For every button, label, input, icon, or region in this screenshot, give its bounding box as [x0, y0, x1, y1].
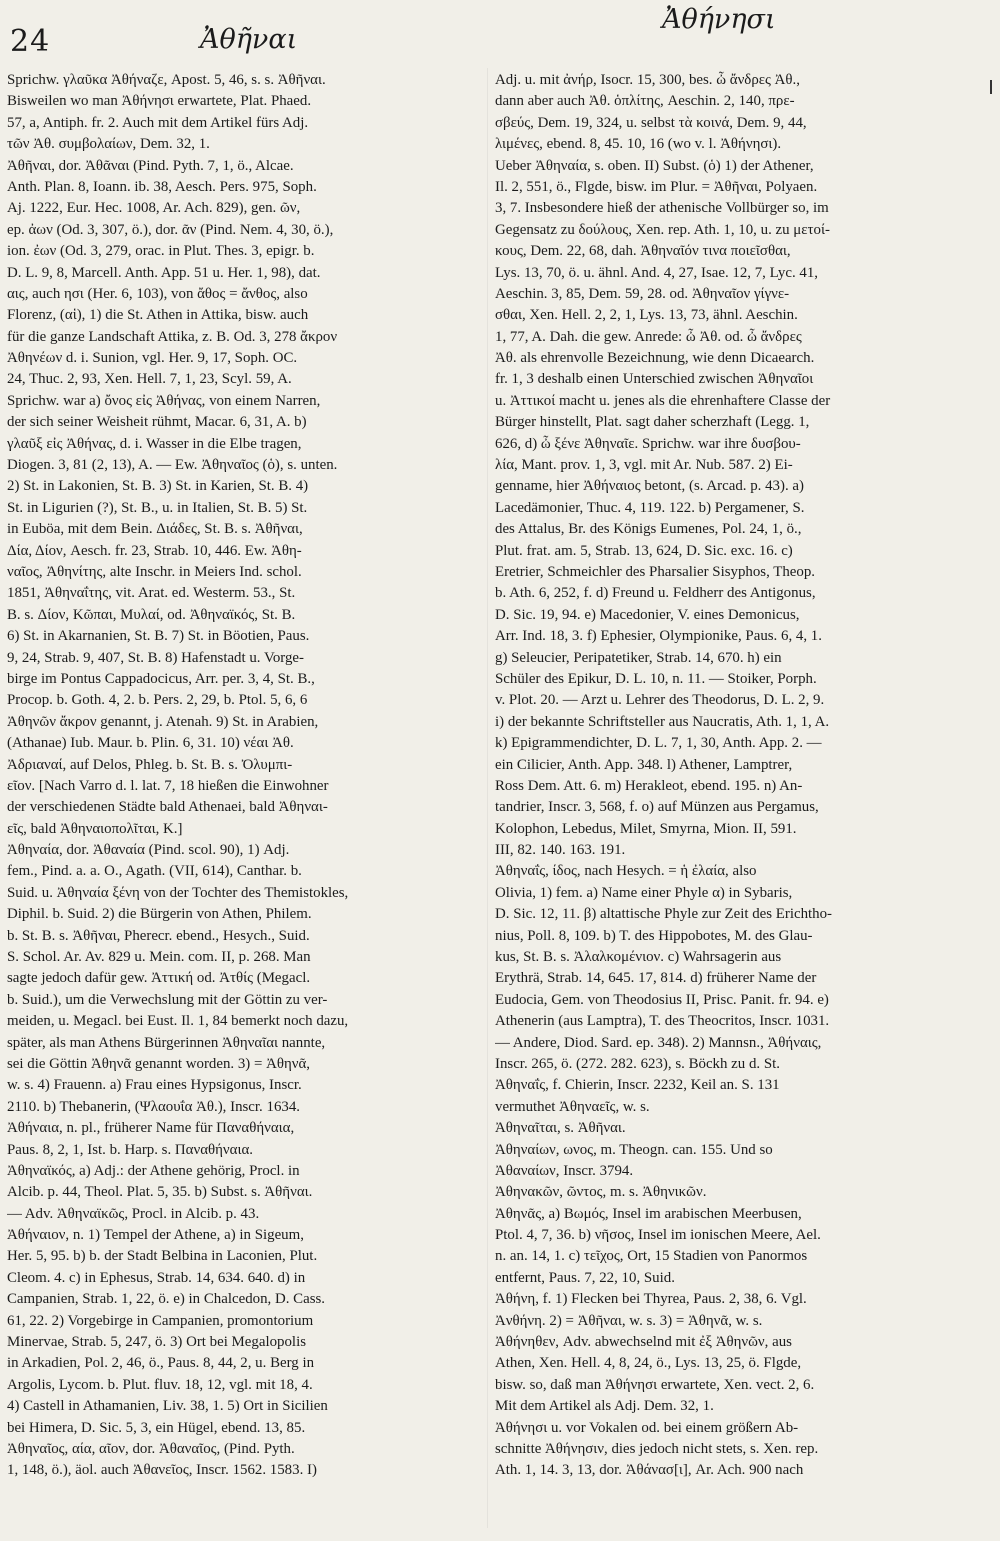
- text-line: ναῖος, Ἀθηνίτης, alte Inschr. in Meiers Ind. schol.: [7, 563, 302, 580]
- text-line: III, 82. 140. 163. 191.: [495, 842, 626, 859]
- text-line: nius, Poll. 8, 109. b) T. des Hippobotes, M. des Glau-: [495, 927, 813, 944]
- text-line: εῖς, bald Ἀθηναιοπολῖται, K.]: [7, 820, 183, 837]
- text-line: Anth. Plan. 8, Ioann. ib. 38, Aesch. Pers. 975, Soph.: [7, 178, 317, 195]
- text-line: meiden, u. Megacl. bei Eust. Il. 1, 84 bemerkt noch dazu,: [7, 1013, 349, 1030]
- text-line: 57, a, Antiph. fr. 2. Auch mit dem Artikel fürs Adj.: [7, 114, 309, 131]
- text-line: w. s. 4) Frauenn. a) Frau eines Hypsigonus, Inscr.: [7, 1077, 302, 1094]
- text-line: Ἀθήναια, n. pl., früherer Name für Παναθήναια,: [7, 1120, 295, 1137]
- text-line: b. Suid.), um die Verwechslung mit der Göttin zu ver-: [7, 991, 328, 1008]
- text-line: v. Plot. 20. — Arzt u. Lehrer des Theodorus, D. L. 2, 9.: [495, 692, 825, 709]
- text-line: 1851, Ἀθηναΐτης, vit. Arat. ed. Westerm. 53., St.: [7, 585, 296, 602]
- text-line: Sprichw. war a) ὄνος εἰς Ἀθήνας, von einem Narren,: [7, 392, 321, 409]
- text-line: Ἀθηναία, dor. Ἀθαναία (Pind. scol. 90), 1) Adj.: [7, 842, 290, 859]
- text-line: Ἀθηναῖται, s. Ἀθῆναι.: [495, 1120, 626, 1137]
- text-line: b. St. B. s. Ἀθῆναι, Pherecr. ebend., Hesych., Suid.: [7, 927, 310, 944]
- text-line: Ἀθηναῖος, αία, αῖον, dor. Ἀθαναῖος, (Pind. Pyth.: [7, 1441, 295, 1457]
- text-line: Florenz, (αἱ), 1) die St. Athen in Attika, bisw. auch: [7, 307, 309, 324]
- text-line: Ἀθηνέων d. i. Sunion, vgl. Her. 9, 17, Soph. OC.: [7, 350, 298, 367]
- text-line: αις, auch ησι (Her. 6, 103), von ἄθος = ἄνθος, also: [7, 285, 308, 302]
- text-line: λία, Mant. prov. 1, 3, vgl. mit Ar. Nub. 587. 2) Ei-: [495, 457, 793, 474]
- text-line: in Euböa, mit dem Bein. Διάδες, St. B. s. Ἀθῆναι,: [7, 521, 303, 538]
- text-line: in Arkadien, Pol. 2, 46, ö., Paus. 8, 44, 2, u. Berg in: [7, 1355, 315, 1372]
- text-line: Athenerin (aus Lamptra), T. des Theocritos, Inscr. 1031.: [495, 1013, 830, 1030]
- text-line: ein Cilicier, Anth. App. 348. l) Athener, Lamptrer,: [495, 756, 793, 773]
- margin-mark: [990, 80, 992, 94]
- text-line: ep. ἀων (Od. 3, 307, ö.), dor. ᾶν (Pind. Nem. 4, 30, ö.),: [7, 221, 334, 238]
- text-line: vermuthet Ἀθηναεῖς, w. s.: [495, 1098, 650, 1115]
- text-line: Olivia, 1) fem. a) Name einer Phyle α) in Sybaris,: [495, 884, 793, 901]
- text-line: Aeschin. 3, 85, Dem. 59, 28. od. Ἀθηναῖον γίγνε-: [495, 285, 790, 302]
- text-line: 6) St. in Akarnanien, St. B. 7) St. in Böotien, Paus.: [7, 628, 310, 645]
- text-line: — Andere, Diod. Sard. ep. 348). 2) Mannsn., Ἀθήναις,: [495, 1034, 822, 1051]
- text-line: 626, d) ὦ ξένε Ἀθηναῖε. Sprichw. war ihre δυσβου-: [495, 435, 801, 452]
- text-line: 4) Castell in Athamanien, Liv. 38, 1. 5) Ort in Sicilien: [7, 1398, 328, 1415]
- text-line: σβεύς, Dem. 19, 324, u. selbst τὰ κοινά, Dem. 9, 44,: [495, 114, 807, 131]
- text-line: Ἀθηναίων, ωνος, m. Theogn. can. 155. Und so: [495, 1141, 773, 1158]
- text-line: Procop. b. Goth. 4, 2. b. Pers. 2, 29, b. Ptol. 5, 6, 6: [7, 692, 308, 709]
- text-line: 3, 7. Insbesondere hieß der athenische Vollbürger so, im: [495, 200, 829, 217]
- text-line: Ἀθαναίων, Inscr. 3794.: [495, 1162, 634, 1179]
- text-line: kus, St. B. s. Ἀλαλκομένιον. c) Wahrsagerin aus: [495, 949, 782, 966]
- text-line: Lacedämonier, Thuc. 4, 119. 122. b) Pergamener, S.: [495, 499, 805, 516]
- text-line: St. in Ligurien (?), St. B., u. in Italien, St. B. 5) St.: [7, 499, 308, 516]
- text-line: 61, 22. 2) Vorgebirge in Campanien, promontorium: [7, 1312, 314, 1329]
- text-line: λιμένες, ebend. 8, 45. 10, 16 (wo v. l. Ἀθήνησι).: [495, 136, 782, 153]
- text-line: Δία, Δίον, Aesch. fr. 23, Strab. 10, 446. Ew. Ἀθη-: [7, 542, 302, 559]
- text-line: τῶν Ἀθ. συμβολαίων, Dem. 32, 1.: [7, 136, 210, 153]
- text-line: Adj. u. mit ἀνήρ, Isocr. 15, 300, bes. ὦ ἄνδρες Ἀθ.,: [495, 72, 800, 88]
- text-line: genname, hier Ἀθήναιος betont, (s. Arcad. p. 43). a): [495, 478, 804, 495]
- text-line: Sprichw. γλαῦκα Ἀθήναζε, Apost. 5, 46, s. s. Ἀθῆναι.: [7, 72, 326, 88]
- text-line: fem., Pind. a. a. O., Agath. (VII, 614), Canthar. b.: [7, 863, 302, 880]
- text-line: Ἀθηνακῶν, ῶντος, m. s. Ἀθηνικῶν.: [495, 1184, 707, 1201]
- text-line: Ἀθήναιον, n. 1) Tempel der Athene, a) in Sigeum,: [7, 1227, 304, 1244]
- text-line: i) der bekannte Schriftsteller aus Naucratis, Ath. 1, 1, A.: [495, 713, 830, 730]
- text-line: entfernt, Paus. 7, 22, 10, Suid.: [495, 1269, 675, 1286]
- text-line: Ueber Ἀθηναία, s. oben. II) Subst. (ὁ) 1) der Athener,: [495, 157, 814, 174]
- text-line: Her. 5, 95. b) b. der Stadt Belbina in Laconien, Plut.: [7, 1248, 318, 1265]
- text-line: 9, 24, Strab. 9, 407, St. B. 8) Hafenstadt u. Vorge-: [7, 649, 304, 666]
- text-line: Ἀθηναϊκός, a) Adj.: der Athene gehörig, Procl. in: [7, 1162, 300, 1179]
- text-line: des Attalus, Br. des Königs Eumenes, Pol. 24, 1, ö.,: [495, 521, 802, 538]
- text-line: n. an. 14, 1. c) τεῖχος, Ort, 15 Stadien von Panormos: [495, 1248, 808, 1265]
- text-line: Ptol. 4, 7, 36. b) νῆσος, Insel im ionischen Meere, Ael.: [495, 1227, 821, 1244]
- text-line: Cleom. 4. c) in Ephesus, Strab. 14, 634. 640. d) in: [7, 1269, 306, 1286]
- text-line: Bürger hinstellt, Plat. sagt daher scherzhaft (Legg. 1,: [495, 414, 810, 431]
- text-line: k) Epigrammendichter, D. L. 7, 1, 30, Anth. App. 2. —: [495, 735, 822, 752]
- text-line: der sich seiner Weisheit rühmt, Macar. 6, 31, A. b): [7, 414, 307, 431]
- text-line: Erythrä, Strab. 14, 645. 17, 814. d) früherer Name der: [495, 970, 817, 987]
- text-line: Kolophon, Lebedus, Milet, Smyrna, Mion. II, 591.: [495, 820, 797, 837]
- text-line: 1, 77, A. Dah. die gew. Anrede: ὦ Ἀθ. od. ὦ ἄνδρες: [495, 328, 802, 345]
- running-header-left: Ἀθῆναι: [200, 24, 298, 55]
- text-line: Suid. u. Ἀθηναία ξένη von der Tochter des Themistokles,: [7, 884, 349, 901]
- text-line: tandrier, Inscr. 3, 568, f. o) auf Münzen aus Pergamus,: [495, 799, 819, 816]
- text-line: Ἀθηνᾶς, a) Βωμός, Insel im arabischen Meerbusen,: [495, 1205, 802, 1222]
- text-line: Schüler des Epikur, D. L. 10, n. 11. — Stoiker, Porph.: [495, 670, 817, 687]
- text-line: Bisweilen wo man Ἀθήνησι erwartete, Plat. Phaed.: [7, 93, 312, 110]
- text-line: Ἀνθήνη. 2) = Ἀθῆναι, w. s. 3) = Ἀθηνᾶ, w. s.: [495, 1312, 763, 1329]
- text-line: D. L. 9, 8, Marcell. Anth. App. 51 u. Her. 1, 98), dat.: [7, 264, 321, 281]
- text-line: Arr. Ind. 18, 3. f) Ephesier, Olympionike, Paus. 6, 4, 1.: [495, 628, 822, 645]
- text-line: γλαῦξ εἰς Ἀθήνας, d. i. Wasser in die Elbe tragen,: [7, 435, 302, 452]
- text-line: Mit dem Artikel als Adj. Dem. 32, 1.: [495, 1398, 714, 1415]
- running-header-right: Ἀθήνησι: [662, 4, 776, 35]
- text-line: D. Sic. 12, 11. β) altattische Phyle zur Zeit des Erichtho-: [495, 906, 833, 923]
- text-line: Ἀθήνη, f. 1) Flecken bei Thyrea, Paus. 2, 38, 6. Vgl.: [495, 1291, 807, 1308]
- text-line: Diogen. 3, 81 (2, 13), A. — Ew. Ἀθηναῖος (ὁ), s. unten.: [7, 457, 338, 474]
- text-line: σθαι, Xen. Hell. 2, 2, 1, Lys. 13, 73, ähnl. Aeschin.: [495, 307, 798, 324]
- text-line: b. Ath. 6, 252, f. d) Freund u. Feldherr des Antigonus,: [495, 585, 816, 602]
- text-line: für die ganze Landschaft Attika, z. B. Od. 3, 278 ἄκρον: [7, 328, 338, 345]
- text-line: sagte jedoch dafür gew. Ἀττική od. Ἀτθίς (Megacl.: [7, 970, 311, 987]
- page-number: 24: [10, 24, 51, 59]
- text-line: fr. 1, 3 deshalb einen Unterschied zwischen Ἀθηναῖοι: [495, 371, 814, 388]
- text-line: 2) St. in Lakonien, St. B. 3) St. in Karien, St. B. 4): [7, 478, 309, 495]
- text-line: κους, Dem. 22, 68, dah. Ἀθηναῖόν τινα ποιεῖσθαι,: [495, 243, 791, 260]
- text-line: 24, Thuc. 2, 93, Xen. Hell. 7, 1, 23, Scyl. 59, A.: [7, 371, 292, 388]
- text-line: der verschiedenen Städte bald Athenaei, bald Ἀθηναι-: [7, 799, 328, 816]
- text-line: Ἀθηναΐς, f. Chierin, Inscr. 2232, Keil an. S. 131: [495, 1077, 780, 1094]
- text-line: D. Sic. 19, 94. e) Macedonier, V. eines Demonicus,: [495, 606, 800, 623]
- text-line: S. Schol. Ar. Av. 829 u. Mein. com. II, p. 268. Man: [7, 949, 311, 966]
- text-line: Ath. 1, 14. 3, 13, dor. Ἀθάνασ[ι], Ar. Ach. 900 nach: [495, 1462, 804, 1479]
- text-line: (Athanae) Iub. Maur. b. Plin. 6, 31. 10) νέαι Ἀθ.: [7, 735, 294, 752]
- text-line: 1, 148, ö.), äol. auch Ἀθανεῖος, Inscr. 1562. 1583. I): [7, 1462, 317, 1479]
- text-line: sei die Göttin Ἀθηνᾶ genannt worden. 3) = Ἀθηνᾶ,: [7, 1055, 311, 1072]
- text-line: Minervae, Strab. 5, 247, ö. 3) Ort bei Megalopolis: [7, 1334, 306, 1351]
- text-line: birge im Pontus Cappadocicus, Arr. per. 3, 4, St. B.,: [7, 670, 315, 687]
- text-line: Diphil. b. Suid. 2) die Bürgerin von Athen, Philem.: [7, 906, 312, 923]
- text-line: dann aber auch Ἀθ. ὁπλίτης, Aeschin. 2, 140, πρε-: [495, 93, 795, 110]
- text-line: Argolis, Lycom. b. Plut. fluv. 18, 12, vgl. mit 18, 4.: [7, 1376, 313, 1393]
- text-line: Campanien, Strab. 1, 22, ö. e) in Chalcedon, D. Cass.: [7, 1291, 326, 1308]
- text-line: bisw. so, daß man Ἀθήνησι erwartete, Xen. vect. 2, 6.: [495, 1376, 815, 1393]
- text-line: Ἀθῆναι, dor. Ἀθᾶναι (Pind. Pyth. 7, 1, ö., Alcae.: [7, 157, 294, 174]
- left-column: [7, 70, 493, 1482]
- text-line: u. Ἀττικοί macht u. jenes als die ehrenhaftere Classe der: [495, 392, 831, 409]
- text-line: Ἀθήνηθεν, Adv. abwechselnd mit ἐξ Ἀθηνῶν, aus: [495, 1334, 792, 1351]
- text-line: Gegensatz zu δούλους, Xen. rep. Ath. 1, 10, u. zu μετοί-: [495, 221, 830, 238]
- text-line: Ἀθήνησι u. vor Vokalen od. bei einem größern Ab-: [495, 1419, 799, 1436]
- text-line: Ἀθηνῶν ἄκρον genannt, j. Atenah. 9) St. in Arabien,: [7, 713, 319, 730]
- text-line: bei Himera, D. Sic. 5, 3, ein Hügel, ebend. 13, 85.: [7, 1419, 306, 1436]
- text-line: Eudocia, Gem. von Theodosius II, Prisc. Panit. fr. 94. e): [495, 991, 829, 1008]
- text-line: Ross Dem. Att. 6. m) Herakleot, ebend. 195. n) An-: [495, 777, 803, 794]
- text-line: ion. ἐων (Od. 3, 279, orac. in Plut. Thes. 3, epigr. b.: [7, 243, 315, 260]
- text-line: εῖον. [Nach Varro d. l. lat. 7, 18 hießen die Einwohner: [7, 777, 329, 794]
- text-line: Alcib. p. 44, Theol. Plat. 5, 35. b) Subst. s. Ἀθῆναι.: [7, 1184, 313, 1201]
- text-line: Ἀθ. als ehrenvolle Bezeichnung, wie denn Dicaearch.: [495, 350, 815, 367]
- text-line: Lys. 13, 70, ö. u. ähnl. And. 4, 27, Isae. 12, 7, Lyc. 41,: [495, 264, 819, 281]
- text-line: schnitte Ἀθήνησιν, dies jedoch nicht stets, s. Xen. rep.: [495, 1441, 819, 1457]
- right-column: [495, 70, 989, 1482]
- text-line: Plut. frat. am. 5, Strab. 13, 624, D. Sic. exc. 16. c): [495, 542, 793, 559]
- text-line: Ἀθηναΐς, ίδος, nach Hesych. = ἡ ἐλαία, also: [495, 863, 757, 880]
- text-line: später, als man Athens Bürgerinnen Ἀθηναῖαι nannte,: [7, 1034, 326, 1051]
- text-line: 2110. b) Thebanerin, (Ψλαουΐα Ἀθ.), Inscr. 1634.: [7, 1098, 300, 1115]
- text-line: Il. 2, 551, ö., Flgde, bisw. im Plur. = Ἀθῆναι, Polyaen.: [495, 178, 818, 195]
- text-line: B. s. Δίον, Κῶπαι, Μυλαί, od. Ἀθηναϊκός, St. B.: [7, 606, 296, 623]
- text-line: — Adv. Ἀθηναϊκῶς, Procl. in Alcib. p. 43.: [7, 1205, 260, 1222]
- text-line: Athen, Xen. Hell. 4, 8, 24, ö., Lys. 13, 25, ö. Flgde,: [495, 1355, 802, 1372]
- text-line: Eretrier, Schmeichler des Pharsalier Sisyphos, Theop.: [495, 563, 816, 580]
- text-line: g) Seleucier, Peripatetiker, Strab. 14, 670. h) ein: [495, 649, 782, 666]
- text-line: Ἀδριαναί, auf Delos, Phleg. b. St. B. s. Ὀλυμπι-: [7, 756, 293, 773]
- text-line: Aj. 1222, Eur. Hec. 1008, Ar. Ach. 829), gen. ῶν,: [7, 200, 301, 217]
- text-line: Paus. 8, 2, 1, Ist. b. Harp. s. Παναθήναια.: [7, 1141, 254, 1158]
- text-line: Inscr. 265, ö. (272. 282. 623), s. Böckh zu d. St.: [495, 1055, 780, 1072]
